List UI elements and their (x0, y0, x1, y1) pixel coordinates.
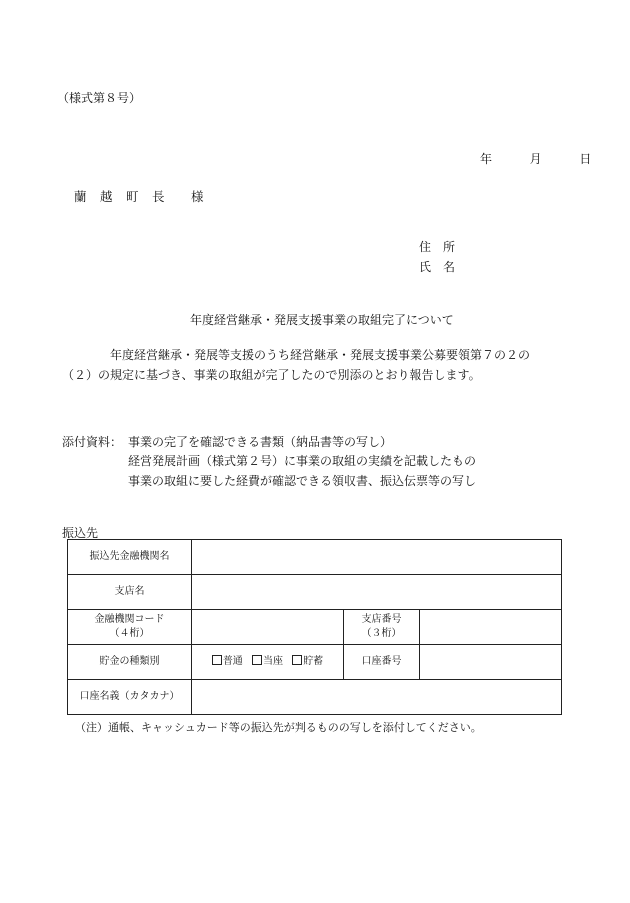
bank-code-digits: （４桁） (109, 628, 150, 639)
table-row (68, 610, 562, 645)
checkbox[interactable] (292, 655, 302, 665)
deposit-type-options (192, 645, 344, 680)
attachment-item: 事業の取組に要した経費が確認できる領収書、振込伝票等の写し (128, 474, 477, 488)
deposit-option-label: 貯蓄 (303, 656, 324, 667)
name-label: 氏 名 (419, 260, 456, 274)
deposit-option[interactable] (292, 656, 323, 667)
footnote: （注）通帳、キャッシュカード等の振込先が判るものの写しを添付してください。 (75, 721, 482, 734)
year-label: 年 (480, 152, 493, 166)
bank-code-label-cell (68, 610, 192, 645)
month-label: 月 (529, 152, 542, 166)
checkbox[interactable] (212, 655, 222, 665)
address-label: 住 所 (419, 240, 456, 254)
bank-code-field[interactable] (192, 610, 344, 645)
body-line-2: （２）の規定に基づき、事業の取組が完了したので別添のとおり報告します。 (62, 368, 481, 382)
account-number-label: 口座番号 (344, 645, 420, 680)
table-row (68, 645, 562, 680)
date-line (480, 150, 591, 167)
bank-code-label: 金融機関コード (94, 614, 165, 625)
day-label: 日 (579, 152, 592, 166)
branch-number-field[interactable] (420, 610, 562, 645)
deposit-type-label: 貯金の種類別 (68, 645, 192, 680)
deposit-option-label: 当座 (263, 656, 283, 667)
deposit-option[interactable] (212, 656, 243, 667)
addressee: 蘭 越 町 長 様 (74, 189, 205, 204)
branch-number-label-cell (344, 610, 420, 645)
bank-name-field[interactable] (192, 540, 562, 575)
attachment-item: 経営発展計画（様式第２号）に事業の取組の実績を記載したもの (128, 454, 477, 468)
table-row (68, 575, 562, 610)
form-number: （様式第８号） (57, 91, 142, 105)
bank-transfer-table (67, 539, 562, 715)
transfer-heading: 振込先 (62, 526, 99, 540)
branch-name-label: 支店名 (68, 575, 192, 610)
deposit-option[interactable] (252, 656, 283, 667)
checkbox[interactable] (252, 655, 262, 665)
document-title: 年度経営継承・発展支援事業の取組完了について (190, 313, 454, 327)
account-holder-field[interactable] (192, 680, 562, 715)
table-row (68, 680, 562, 715)
attachment-item: 事業の完了を確認できる書類（納品書等の写し） (128, 435, 393, 449)
attachments-label: 添付資料： (62, 435, 123, 449)
branch-number-digits: （３桁） (361, 628, 402, 639)
deposit-option-label: 普通 (222, 656, 243, 667)
account-number-field[interactable] (420, 645, 562, 680)
account-holder-label: 口座名義（カタカナ） (68, 680, 192, 715)
branch-number-label: 支店番号 (361, 614, 402, 625)
table-row (68, 540, 562, 575)
branch-name-field[interactable] (192, 575, 562, 610)
body-line-1: 年度経営継承・発展等支援のうち経営継承・発展支援事業公募要領第７の２の (110, 348, 531, 362)
bank-name-label: 振込先金融機関名 (68, 540, 192, 575)
